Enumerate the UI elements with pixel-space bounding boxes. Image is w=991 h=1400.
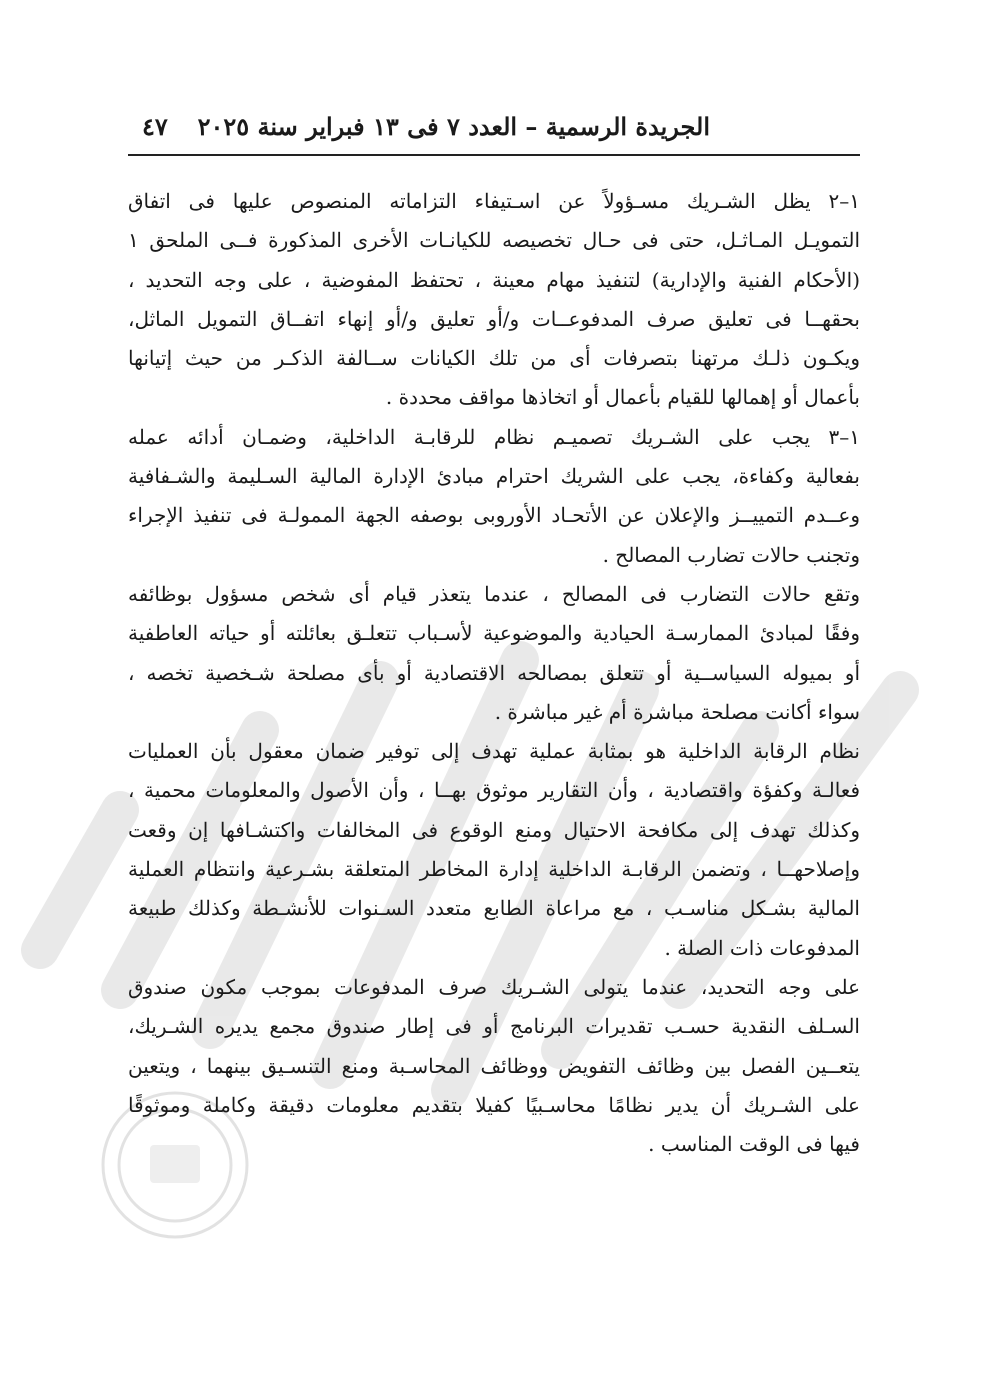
text-line: على الشـريك أن يدير نظامًا محاسـبيًا كفيلا بتقديم معلومات دقيقة وكاملة وموثوقًا — [128, 1092, 860, 1117]
article-body — [128, 182, 860, 1164]
text-line: وتقع حالات التضارب فى المصالح ، عندما يتعذر قيام أى شخص مسؤول بوظائفه — [128, 581, 860, 606]
text-line: التمويـل المـاثـل، حتى فى حـال تخصيصه للكيانـات الأخرى المذكورة فــى الملحق ١ — [128, 228, 860, 253]
text-line: وتجنب حالات تضارب المصالح . — [602, 542, 860, 567]
text-line: وعــدم التمييــز والإعلان عن الأتحـاد الأوروبى بوصفه الجهة الممولـة فى تنفيذ الإجراء — [128, 503, 860, 528]
text-line: أو بميوله السياســية أو تتعلق بمصالحه الاقتصادية أو بأى مصلحة شـخصية تخصه ، — [128, 660, 860, 685]
text-line: على وجه التحديد، عندما يتولى الشـريك صرف المدفوعات بموجب مكون صندوق — [128, 974, 860, 999]
text-line: وفقًا لمبادئ الممارسـة الحيادية والموضوعية لأسـباب تتعلـق بعائلته أو حياته العاطفية — [128, 621, 860, 646]
text-line: بفعالية وكفاءة، يجب على الشريك احترام مبادئ الإدارة المالية السـليمة والشـفافية — [128, 464, 860, 489]
page-header — [128, 96, 860, 156]
text-line: نظام الرقابة الداخلية هو بمثابة عملية تهدف إلى توفير ضمان معقول بأن العمليات — [128, 739, 860, 764]
text-line: المدفوعات ذات الصلة . — [664, 935, 860, 960]
text-line: بحقهــا فى تعليق صرف المدفوعــات و/أو تعليق و/أو إنهاء اتفــاق التمويل الماثل، — [128, 306, 860, 331]
text-line: السـلف النقدية حسـب تقديرات البرنامج أو فى إطار صندوق مجمع يديره الشـريك، — [128, 1014, 860, 1039]
text-line: وإصلاحهــا ، وتضمن الرقابـة الداخلية إدارة المخاطر المتعلقة بشـرعية وانتظام العملية — [128, 857, 860, 882]
paragraph-1-3 — [128, 418, 860, 575]
text-line: فيها فى الوقت المناسب . — [648, 1132, 860, 1157]
paragraph-conflict-of-interest — [128, 575, 860, 732]
text-line: بأعمال أو إهمالها للقيام بأعمال أو اتخاذها مواقف محددة . — [385, 385, 860, 410]
text-line: ١–٣ يجب على الشـريك تصميـم نظام للرقابـة الداخلية، وضمـان أدائه عمله — [128, 424, 860, 449]
text-line: سواء أكانت مصلحة مباشرة أم غير مباشرة . — [494, 699, 860, 724]
text-line: يتعــين الفصل بين وظائف التفويض ووظائف المحاسـبة ومنع التنسـيق بينهما ، ويتعين — [128, 1053, 860, 1078]
text-line: ويكـون ذلـك مرتهنا بتصرفات أى من تلك الكيانات ســالفة الذكـر من حيث إتيانها — [128, 346, 860, 371]
paragraph-internal-control — [128, 732, 860, 968]
text-line: (الأحكام الفنية والإدارية) لتنفيذ مهام معينة ، تحتفظ المفوضية ، على وجه التحديد ، — [128, 267, 860, 292]
paragraph-1-2 — [128, 182, 860, 418]
text-line: فعالـة وكفؤة واقتصادية ، وأن التقارير موثوق بهــا ، وأن الأصول والمعلومات محمية ، — [128, 778, 860, 803]
page-number: ٤٧ — [142, 112, 168, 141]
paragraph-specific-case — [128, 968, 860, 1164]
text-line: وكذلك تهدف إلى مكافحة الاحتيال ومنع الوقوع فى المخالفات واكتشـافها إن وقعت — [128, 817, 860, 842]
text-line: ١–٢ يظل الشـريك مسـؤولاً عن اسـتيفاء التزاماته المنصوص عليها فى اتفاق — [128, 189, 860, 213]
gazette-title: الجريدة الرسمية – العدد ٧ فى ١٣ فبراير سنة ٢٠٢٥ — [197, 112, 710, 141]
text-line: المالية بشـكل مناسـب ، مع مراعاة الطابع متعدد السـنوات للأنشـطة وكذلك طبيعة — [128, 896, 860, 921]
